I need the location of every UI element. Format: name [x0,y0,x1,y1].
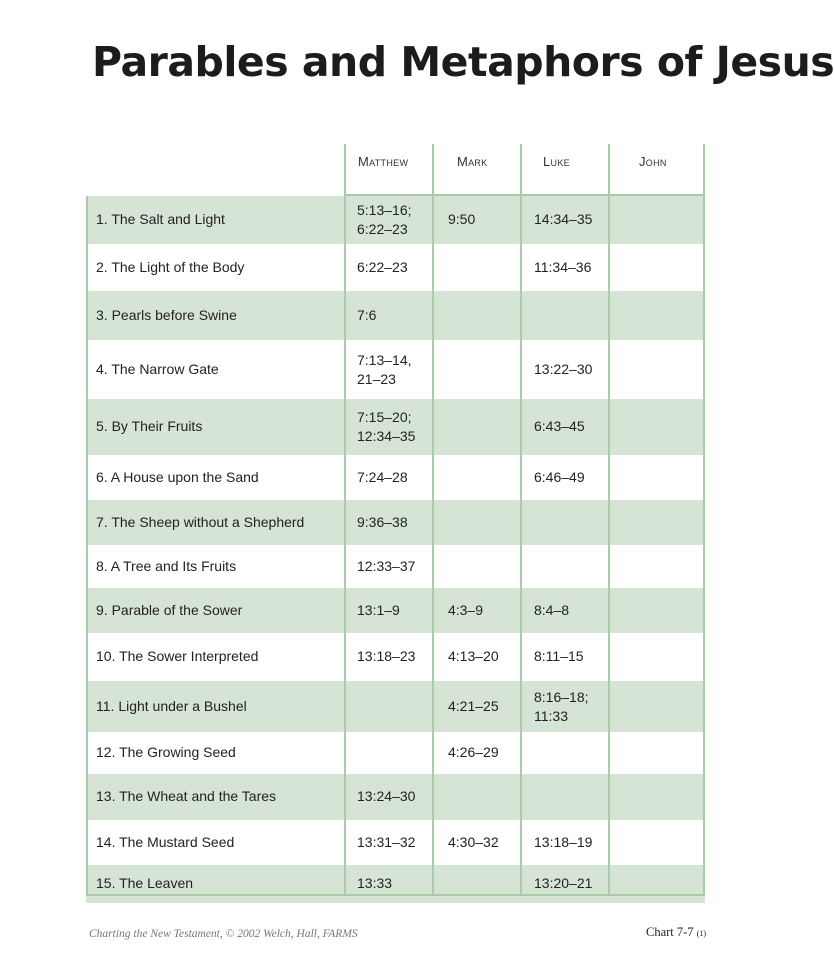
reference-matthew: 12:33–37 [357,557,416,574]
parable-name: 2. The Light of the Body [96,258,245,275]
header-luke: Luke [543,154,570,169]
reference-matthew: 6:22–23 [357,258,408,275]
reference-matthew: 7:13–14, 21–23 [357,351,412,387]
parable-name: 3. Pearls before Swine [96,306,237,323]
reference-mark: 4:13–20 [448,648,499,664]
source-copyright: © 2002 Welch, Hall, FARMS [222,928,358,940]
reference-mark: 4:30–32 [448,833,499,850]
table-bottom-border [86,894,705,896]
parable-name: 4. The Narrow Gate [96,360,219,377]
parable-name: 8. A Tree and Its Fruits [96,557,237,574]
parable-name: 1. The Salt and Light [96,211,225,227]
reference-matthew: 13:31–32 [357,833,416,850]
reference-matthew: 13:18–23 [357,648,416,664]
page-title: Parables and Metaphors of Jesus [92,38,834,86]
reference-matthew: 13:1–9 [357,601,400,618]
table-left-border [86,196,88,896]
column-john [608,144,705,896]
reference-luke: 13:18–19 [534,833,593,850]
column-luke [520,144,608,896]
column-matthew [344,144,432,896]
source-credit [89,928,358,940]
reference-luke: 8:16–18; 11:33 [534,688,589,724]
reference-mark: 4:26–29 [448,744,499,760]
reference-luke: 13:20–21 [534,875,593,891]
chart-suffix: (1) [696,929,707,938]
reference-luke: 8:4–8 [534,601,570,618]
reference-mark: 9:50 [448,211,476,227]
parables-table [86,144,705,896]
parable-name: 14. The Mustard Seed [96,833,235,850]
reference-mark: 4:3–9 [448,601,484,618]
parable-name: 12. The Growing Seed [96,744,236,760]
header-mark: Mark [457,154,488,169]
reference-luke: 13:22–30 [534,360,593,377]
source-title: Charting the New Testament, [89,928,223,940]
reference-matthew: 9:36–38 [357,513,408,530]
column-mark [432,144,520,896]
reference-matthew: 13:33 [357,875,393,891]
reference-luke: 6:43–45 [534,418,585,434]
parable-name: 6. A House upon the Sand [96,468,259,485]
reference-matthew: 7:6 [357,306,377,323]
reference-luke: 6:46–49 [534,468,585,485]
reference-luke: 8:11–15 [534,648,584,664]
parable-name: 11. Light under a Bushel [96,697,247,714]
reference-luke: 14:34–35 [534,211,593,227]
chart-number [646,925,706,940]
parable-name: 9. Parable of the Sower [96,601,243,618]
parable-name: 5. By Their Fruits [96,418,203,434]
reference-matthew: 13:24–30 [357,788,416,804]
reference-matthew: 7:24–28 [357,468,408,485]
header-john: John [639,154,667,169]
parable-name: 13. The Wheat and the Tares [96,788,277,804]
reference-matthew: 7:15–20; 12:34–35 [357,409,416,444]
parable-name: 7. The Sheep without a Shepherd [96,513,305,530]
parable-name: 10. The Sower Interpreted [96,648,259,664]
header-matthew: Matthew [358,154,409,169]
chart-label: Chart 7-7 [646,925,694,939]
parable-name: 15. The Leaven [96,875,194,891]
reference-luke: 11:34–36 [534,258,592,275]
reference-matthew: 5:13–16; 6:22–23 [357,202,412,237]
header-divider [344,194,705,196]
reference-mark: 4:21–25 [448,697,499,714]
